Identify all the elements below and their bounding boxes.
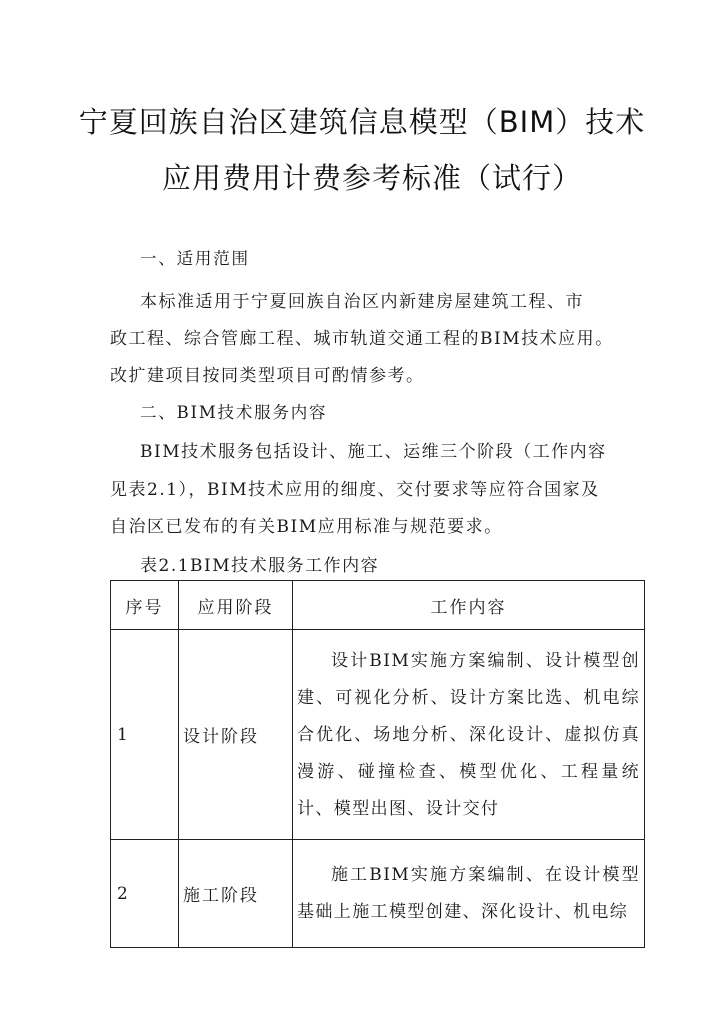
row-stage: 设计阶段 bbox=[179, 630, 293, 840]
header-number: 序号 bbox=[111, 581, 179, 630]
row-content: 施工BIM实施方案编制、在设计模型基础上施工模型创建、深化设计、机电综 bbox=[293, 840, 645, 948]
section-2-line-1: BIM技术服务包括设计、施工、运维三个阶段（工作内容 bbox=[140, 442, 607, 462]
table-header-row bbox=[111, 581, 645, 630]
work-content-table bbox=[110, 580, 645, 948]
row-stage: 施工阶段 bbox=[179, 840, 293, 948]
section-1-heading: 一、适用范围 bbox=[140, 249, 250, 268]
row-number: 2 bbox=[111, 840, 179, 948]
table-row bbox=[111, 630, 645, 840]
section-1-line-1: 本标准适用于宁夏回族自治区内新建房屋建筑工程、市 bbox=[140, 292, 584, 312]
row-content: 设计BIM实施方案编制、设计模型创建、可视化分析、设计方案比选、机电综合优化、场地分析、深化设计、虚拟仿真漫游、碰撞检查、模型优化、工程量统计、模型出图、设计交付 bbox=[293, 630, 645, 840]
header-content: 工作内容 bbox=[293, 581, 645, 630]
table-row bbox=[111, 840, 645, 948]
document-title-line-2: 应用费用计费参考标准（试行） bbox=[161, 161, 582, 195]
section-2-line-3: 自治区已发布的有关BIM应用标准与规范要求。 bbox=[110, 517, 503, 537]
section-2-line-2: 见表2.1），BIM技术应用的细度、交付要求等应符合国家及 bbox=[110, 480, 600, 500]
row-number: 1 bbox=[111, 630, 179, 840]
table-caption: 表2.1BIM技术服务工作内容 bbox=[140, 556, 380, 576]
document-title-line-1: 宁夏回族自治区建筑信息模型（BIM）技术 bbox=[78, 105, 646, 139]
header-stage: 应用阶段 bbox=[179, 581, 293, 630]
section-2-heading: 二、BIM技术服务内容 bbox=[140, 403, 328, 422]
section-1-line-2: 政工程、综合管廊工程、城市轨道交通工程的BIM技术应用。 bbox=[110, 329, 614, 349]
section-1-line-3: 改扩建项目按同类型项目可酌情参考。 bbox=[110, 366, 425, 386]
